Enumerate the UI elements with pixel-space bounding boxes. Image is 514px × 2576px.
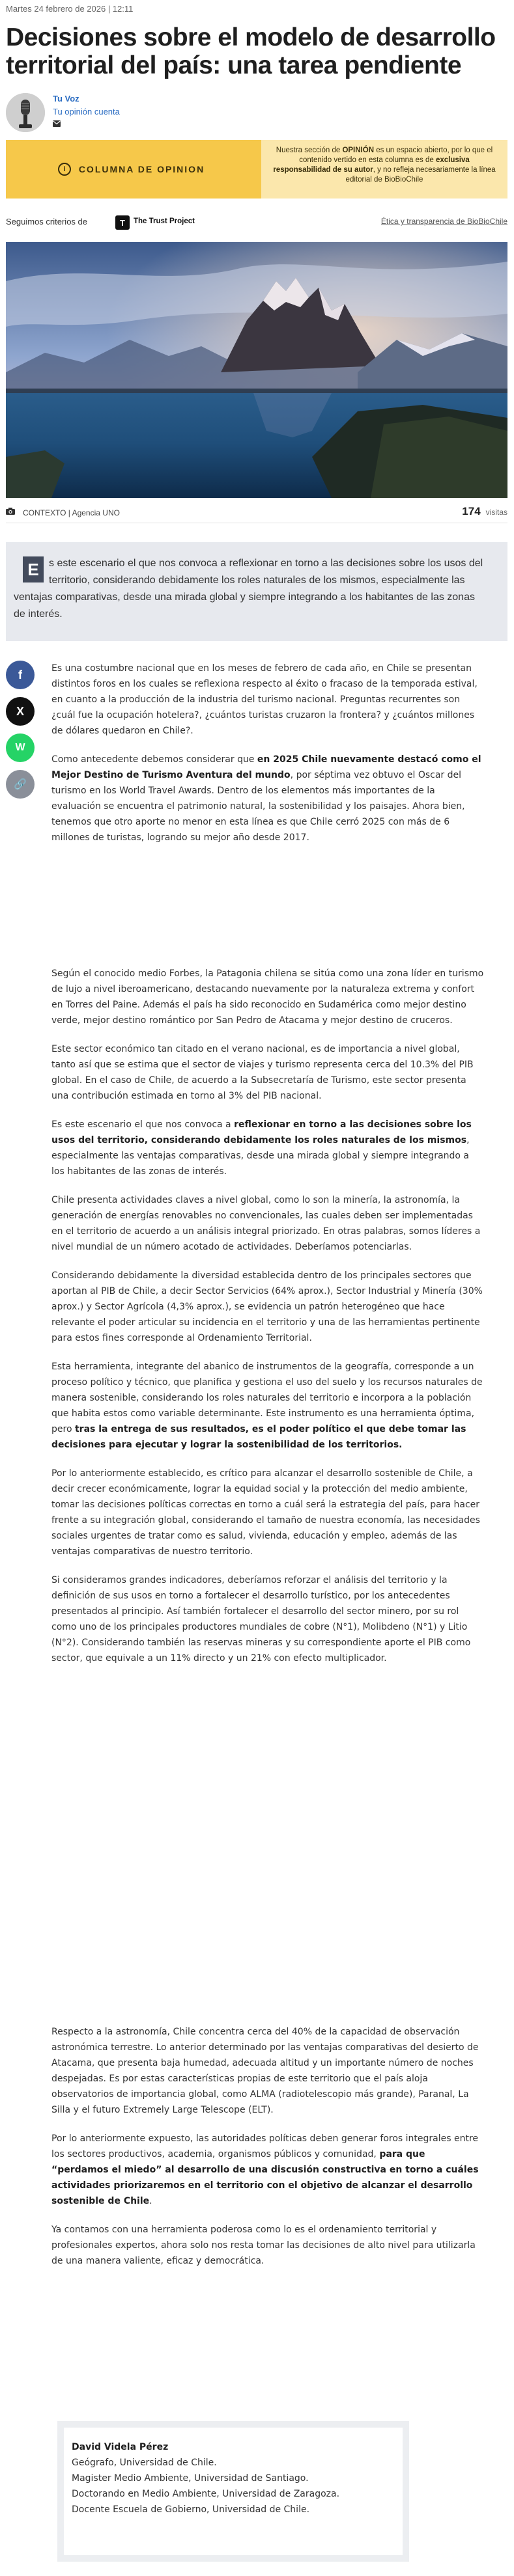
view-count: [462, 505, 507, 518]
bio-line: Geógrafo, Universidad de Chile.: [72, 2458, 217, 2468]
lead-text: s este escenario el que nos convoca a reflexionar en torno a las decisiones sobre los usos del territorio, considerando debidamente los roles naturales de los mismos, especialmente las ventajas comparativas, desde una mirada global y siempre integrando a los habitantes de las zonas de interés.: [14, 558, 483, 620]
copy-link-icon[interactable]: 🔗: [6, 770, 35, 799]
trust-project-name[interactable]: The Trust Project: [134, 217, 195, 225]
dropcap: E: [23, 556, 44, 582]
hero-image: [6, 242, 507, 498]
paragraph: Como antecedente debemos considerar que en 2025 Chile nuevamente destacó como el Mejor Destino de Turismo Aventura del mundo, por séptima vez obtuvo el Oscar del turismo en los World Travel Awards. Dentro de los elementos más importantes de la evaluación se encuentra el patrimonio natural, la sostenibilidad y los paisajes. Ahora bien, tenemos que otro aporte no menor en esta línea es que Chile cerró 2025 con más de 6 millones de turistas, logrando su mejor año desde 2017.: [51, 754, 481, 843]
paragraph: Si consideramos grandes indicadores, deberíamos reforzar el análisis del territorio y la definición de sus usos en torno a fortalecer el desarrollo turístico, por los antecedentes presentados al principio. Así también fortalecer el desarrollo del sector minero, por su rol como uno de los principales productores mundiales de cobre (N°1), Molibdeno (N°1) y Litio (N°2). Considerando también las reservas mineras y su correspondiente aporte el PIB como sector, que equivale a un 11% directo y un 21% con efecto multiplicador.: [51, 1575, 471, 1664]
mail-icon[interactable]: [53, 119, 61, 129]
paragraph: Esta herramienta, integrante del abanico de instrumentos de la geografía, corresponde a un proceso político y técnico, que planifica y gestiona el uso del suelo y los recursos naturales de manera sostenible, considerando los roles naturales del territorio e incorpora a la población que habita estos como variable determinante. Este instrumento es una herramienta óptima, pero tras la entrega de sus resultados, es el poder político el que debe tomar las decisiones para ejecutar y lograr la sostenibilidad de los territorios.: [51, 1362, 483, 1450]
paragraph: Este sector económico tan citado en el verano nacional, es de importancia a nivel global, tanto así que se estima que el sector de viajes y turismo representa cerca del 10.3% del PIB global. En el caso de Chile, de acuerdo a la Subsecretaría de Turismo, este sector presenta una contribución estimada en torno al 3% del PIB nacional.: [51, 1044, 474, 1101]
view-count-label: visitas: [485, 508, 507, 517]
paragraph: Es este escenario el que nos convoca a reflexionar en torno a las decisiones sobre los usos del territorio, considerando debidamente los roles naturales de los mismos, especialmente las ventajas comparativas, desde una mirada global y siempre integrando a los habitantes de las zonas de interés.: [51, 1119, 472, 1177]
bio-line: Magister Medio Ambiente, Universidad de Santiago.: [72, 2473, 309, 2484]
info-icon: i: [58, 163, 71, 176]
author-name[interactable]: Tu Voz: [53, 94, 79, 103]
paragraph: Según el conocido medio Forbes, la Patagonia chilena se sitúa como una zona líder en turismo de lujo a nivel iberoamericano, destacando nuevamente por la naturaleza extrema y confort en Torres del Paine. Además el país ha sido reconocido en Sudamérica como mejor destino verde, mejor destino romántico por San Pedro de Atacama y mejor destino de cruceros.: [51, 968, 484, 1026]
facebook-share-icon[interactable]: f: [6, 661, 35, 689]
paragraph: Considerando debidamente la diversidad establecida dentro de los principales sectores que aportan al PIB de Chile, a decir Sector Servicios (64% aprox.), Sector Industrial y Minería (30% aprox.) y Sector Agrícola (4,3% aprox.), se evidencia un patrón heterogéneo que hace relevante el poder articular su incidencia en el territorio y una de las herramientas pertinente para estos fines corresponde al Ordenamiento Territorial.: [51, 1270, 483, 1343]
article-body-part-2: [51, 966, 484, 1679]
article-body-part-1: [51, 661, 484, 858]
paragraph: Es una costumbre nacional que en los meses de febrero de cada año, en Chile se presentan distintos foros en los cuales se reflexiona respecto al éxito o fracaso de la temporada estival, en cuanto a la producción de la industria del turismo nacional. Preguntas recurrentes son ¿cuál fue la ocupación hotelera?, ¿cuántos turistas cruzaron la frontera? y ¿cuántos millones de dólares quedaron en Chile?.: [51, 663, 478, 736]
author-avatar[interactable]: [6, 93, 45, 132]
opinion-bar: [6, 140, 507, 199]
bio-line: Docente Escuela de Gobierno, Universidad de Chile.: [72, 2504, 310, 2515]
criteria-label: Seguimos criterios de: [6, 217, 87, 226]
opinion-label-area: [6, 140, 257, 199]
ethics-link[interactable]: Ética y transparencia de BioBioChile: [380, 217, 507, 226]
opinion-label: COLUMNA DE OPINION: [78, 164, 205, 174]
paragraph: Por lo anteriormente establecido, es crítico para alcanzar el desarrollo sostenible de Chile, a decir crecer económicamente, lograr la equidad social y la protección del medio ambiente, tomar las decisiones políticas correctas en torno a cuál será la estrategia del país, para hacer frente a su integración global, considerando el tamaño de nuestra economía, las necesidades sociales urgentes de tratar como es salud, vivienda, educación y empleo, además de las ventajas comparativas de nuestro territorio.: [51, 1468, 480, 1557]
paragraph: Por lo anteriormente expuesto, las autoridades políticas deben generar foros integrales entre los sectores productivos, academia, organismos públicos y comunidad, para que “perdamos el miedo” al desarrollo de una discusión constructiva en torno a cuáles actividades priorizaremos en el territorio con el objetivo de alcanzar el desarrollo sostenible de Chile.: [51, 2133, 479, 2206]
lead-quote: [6, 542, 507, 641]
microphone-icon: [6, 93, 45, 132]
article-body-part-3: [51, 2024, 484, 2282]
whatsapp-share-icon[interactable]: W: [6, 733, 35, 762]
bio-name: David Videla Pérez: [72, 2442, 169, 2452]
trust-project-logo-icon[interactable]: T: [115, 215, 130, 230]
author-bio: [57, 2421, 409, 2562]
caption-text: CONTEXTO | Agencia UNO: [23, 508, 120, 517]
paragraph: Ya contamos con una herramienta poderosa como lo es el ordenamiento territorial y profesionales expertos, ahora solo nos resta tomar las decisiones de alto nivel para utilizarla de una manera valiente, eficaz y democrática.: [51, 2225, 476, 2266]
article-date: Martes 24 febrero de 2026 | 12:11: [6, 4, 134, 14]
image-caption: [6, 504, 507, 523]
opinion-disclaimer: Nuestra sección de OPINIÓN es un espacio abierto, por lo que el contenido vertido en esta columna es de exclusiva responsabilidad de su autor, y no refleja necesariamente la línea editorial de BioBioChile: [261, 140, 507, 199]
trust-criteria: [6, 215, 507, 230]
bio-line: Doctorando en Medio Ambiente, Universidad de Zaragoza.: [72, 2489, 340, 2499]
author-bio-content: [64, 2428, 403, 2555]
view-count-number: 174: [462, 505, 481, 517]
camera-icon: [6, 508, 15, 517]
author-subtitle[interactable]: Tu opinión cuenta: [53, 107, 120, 116]
paragraph: Chile presenta actividades claves a nivel global, como lo son la minería, la astronomía, la generación de energías renovables no convencionales, las cuales deben ser implementadas en el territorio de acuerdo a un análisis integral priorizado. En otras palabras, somos líderes a nivel mundial de un número acotado de actividades. Deberíamos potenciarlas.: [51, 1195, 481, 1252]
paragraph: Respecto a la astronomía, Chile concentra cerca del 40% de la capacidad de observación astronómica terrestre. Lo anterior determinado por las ventajas comparativas del desierto de Atacama, que presenta baja humedad, adecuada altitud y un importante número de noches despejadas. Es por estas características propias de este territorio que el país aloja observatorios de importancia global, como ALMA (radiotelescopio más grande), Paranal, La Silla y el futuro Extremely Large Telescope (ELT).: [51, 2027, 479, 2115]
article-title: Decisiones sobre el modelo de desarrollo territorial del país: una tarea pendiente: [6, 23, 496, 79]
x-share-icon[interactable]: X: [6, 697, 35, 726]
